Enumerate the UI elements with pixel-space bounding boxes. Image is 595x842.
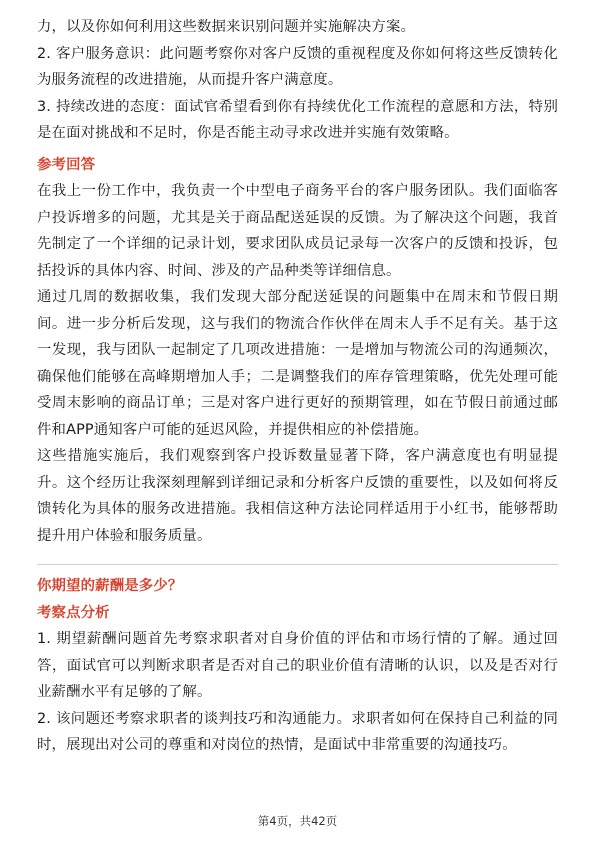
document-page [37, 14, 558, 759]
reference-paragraph: 通过几周的数据收集，我们发现大部分配送延误的问题集中在周末和节假日期间。进一步分析后发现，这与我们的物流合作伙伴在周末人手不足有关。基于这一发现，我与团队一起制定了几项改进措施：一是增加与物流公司的沟通频次，确保他们能够在高峰期增加人手；二是调整我们的库存管理策略，优先处理可能受周末影响的商品订单；三是对客户进行更好的预期管理，如在节假日前通过邮件和APP通知客户可能的延迟风险，并提供相应的补偿措施。 [37, 289, 558, 438]
point-customer-service: 2. 客户服务意识：此问题考察你对客户反馈的重视程度及你如何将这些反馈转化为服务流程的改进措施，从而提升客户满意度。 [37, 45, 558, 88]
analysis-point: 1. 期望薪酬问题首先考察求职者对自身价值的评估和市场行情的了解。通过回答，面试官可以判断求职者是否对自己的职业价值有清晰的认识，以及是否对行业薪酬水平有足够的了解。 [37, 631, 558, 700]
analysis-heading: 考察点分析 [37, 604, 110, 621]
page-number-footer: 第4页，共42页 [257, 814, 338, 828]
reference-paragraph: 在我上一份工作中，我负责一个中型电子商务平台的客户服务团队。我们面临客户投诉增多的问题，尤其是关于商品配送延误的反馈。为了解决这个问题，我首先制定了一个详细的记录计划，要求团队成员记录每一次客户的反馈和投诉，包括投诉的具体内容、时间、涉及的产品种类等详细信息。 [37, 183, 558, 279]
section-divider [37, 564, 558, 565]
reference-paragraph: 这些措施实施后，我们观察到客户投诉数量显著下降，客户满意度也有明显提升。这个经历让我深刻理解到详细记录和分析客户反馈的重要性，以及如何将反馈转化为具体的服务改进措施。我相信这种方法论同样适用于小红书，能够帮助提升用户体验和服务质量。 [37, 448, 558, 544]
question-title: 你期望的薪酬是多少？ [37, 578, 183, 594]
reference-answer-heading: 参考回答 [37, 156, 96, 173]
point-continuous-improvement: 3. 持续改进的态度：面试官希望看到你有持续优化工作流程的意愿和方法，特别是在面对挑战和不足时，你是否能主动寻求改进并实施有效策略。 [37, 98, 558, 141]
paragraph-continuation: 力，以及你如何利用这些数据来识别问题并实施解决方案。 [37, 19, 416, 35]
analysis-point: 2. 该问题还考察求职者的谈判技巧和沟通能力。求职者如何在保持自己利益的同时，展现出对公司的尊重和对岗位的热情，是面试中非常重要的沟通技巧。 [37, 710, 558, 753]
